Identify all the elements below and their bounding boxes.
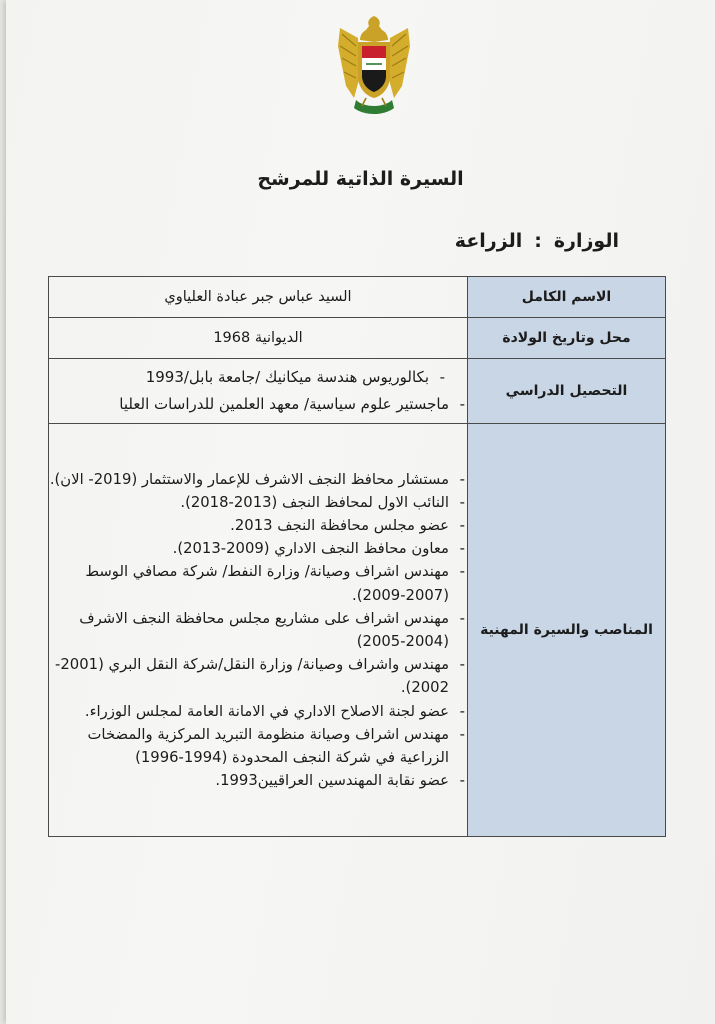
list-item: - ماجستير علوم سياسية/ معهد العلمين للدراسات العليا — [49, 391, 467, 418]
list-item: - بكالوريوس هندسة ميكانيك /جامعة بابل/1993 — [49, 364, 467, 391]
list-item: - مهندس واشراف وصيانة/ وزارة النقل/شركة النقل البري (2001-2002). — [49, 653, 467, 699]
ministry-line — [455, 230, 619, 252]
ministry-label: الوزارة — [553, 230, 619, 252]
table-row — [49, 318, 666, 359]
ministry-value: الزراعة — [454, 230, 523, 252]
iraq-eagle-emblem-icon — [336, 16, 412, 118]
table-row — [49, 359, 666, 424]
list-item: - النائب الاول لمحافظ النجف (2013-2018). — [49, 491, 467, 514]
birth-value: الديوانية 1968 — [49, 318, 468, 359]
career-cell — [49, 424, 468, 837]
ministry-separator: : — [534, 230, 542, 252]
list-item: - معاون محافظ النجف الاداري (2009-2013). — [49, 537, 467, 560]
full-name-label: الاسم الكامل — [468, 277, 666, 318]
list-item: - عضو مجلس محافظة النجف 2013. — [49, 514, 467, 537]
list-item: - عضو لجنة الاصلاح الاداري في الامانة العامة لمجلس الوزراء. — [49, 700, 467, 723]
list-item: - مهندس اشراف على مشاريع مجلس محافظة النجف الاشرف (2004-2005) — [49, 607, 467, 653]
list-item: - مهندس اشراف وصيانة/ وزارة النفط/ شركة مصافي الوسط (2007-2009). — [49, 560, 467, 606]
list-item: - مهندس اشراف وصيانة منظومة التبريد المركزية والمضخات الزراعية في شركة النجف المحدودة (1994-1996) — [49, 723, 467, 769]
education-cell — [49, 359, 468, 424]
birth-label: محل وتاريخ الولادة — [468, 318, 666, 359]
cv-table — [48, 276, 666, 837]
career-list — [49, 468, 467, 793]
list-item: - عضو نقابة المهندسين العراقيين1993. — [49, 769, 467, 792]
document-page — [6, 0, 715, 1024]
list-item: - مستشار محافظ النجف الاشرف للإعمار والاستثمار (2019- الان). — [49, 468, 467, 491]
table-row — [49, 424, 666, 837]
full-name-value: السيد عباس جبر عبادة العلياوي — [49, 277, 468, 318]
education-label: التحصيل الدراسي — [468, 359, 666, 424]
education-list — [49, 364, 467, 418]
table-row — [49, 277, 666, 318]
career-label: المناصب والسيرة المهنية — [468, 424, 666, 837]
document-title: السيرة الذاتية للمرشح — [257, 168, 464, 190]
